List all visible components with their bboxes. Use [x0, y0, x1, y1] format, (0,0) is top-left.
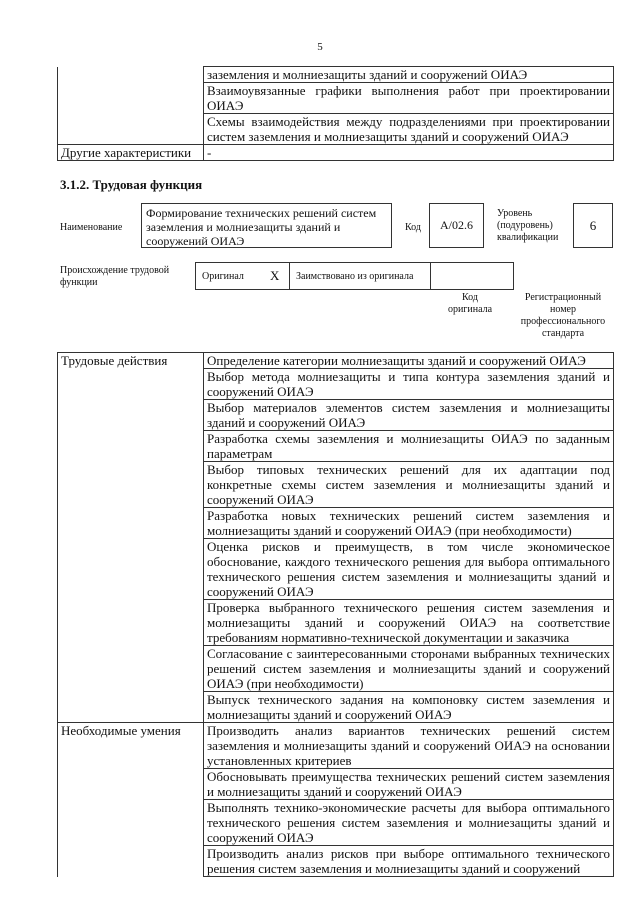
section-heading: 3.1.2. Трудовая функция [60, 177, 203, 192]
table-row [58, 462, 614, 508]
table-row [58, 723, 614, 769]
reg-number-label: Регистрационный номер профессионального стандарта [520, 292, 606, 339]
skill-item: Производить анализ рисков при выборе оптимального технического решения систем заземления и молниезащиты зданий и сооружений [204, 846, 614, 877]
table-row [58, 600, 614, 646]
labor-action: Согласование с заинтересованными сторонами выбранных технических решений систем заземления и молниезащиты зданий и сооружений ОИАЭ (при необходимости) [204, 646, 614, 692]
row-text: - [204, 145, 614, 161]
table-row [58, 646, 614, 692]
table-row [58, 508, 614, 539]
origin-divider [289, 262, 290, 290]
code-original-label: Код оригинала [447, 292, 493, 315]
code-label: Код [405, 222, 421, 233]
page-number: 5 [317, 41, 323, 53]
labor-action: Выбор метода молниезащиты и типа контура заземления зданий и сооружений ОИАЭ [204, 369, 614, 400]
labor-action: Определение категории молниезащиты зданий и сооружений ОИАЭ [204, 353, 614, 369]
row-label [58, 83, 204, 114]
row-label [58, 67, 204, 83]
table-row [58, 67, 614, 83]
skills-label: Необходимые умения [58, 723, 204, 769]
skill-item: Выполнять технико-экономические расчеты для выбора оптимального технического решения систем заземления и молниезащиты зданий и сооружений ОИАЭ [204, 800, 614, 846]
table-row [58, 114, 614, 145]
skill-item: Обосновывать преимущества технических решений систем заземления и молниезащиты зданий и сооружений ОИАЭ [204, 769, 614, 800]
origin-divider [430, 262, 431, 290]
table-row [58, 539, 614, 600]
labor-action: Проверка выбранного технического решения систем заземления и молниезащиты зданий и сооружений ОИАЭ на соответствие требованиям нормативно-технической документации и заказчика [204, 600, 614, 646]
qualification-level: 6 [573, 203, 613, 248]
name-label: Наименование [60, 222, 123, 233]
original-label: Оригинал [202, 271, 244, 282]
labor-actions-label: Трудовые действия [58, 353, 204, 369]
function-name: Формирование технических решений систем заземления и молниезащиты зданий и сооружений ОИАЭ [141, 203, 392, 248]
characteristics-table [57, 66, 614, 161]
origin-divider [513, 262, 514, 290]
borrowed-label: Заимствовано из оригинала [296, 271, 414, 282]
row-text: Схемы взаимодействия между подразделениями при проектировании систем заземления и молниезащиты зданий и сооружений ОИАЭ [204, 114, 614, 145]
table-row [58, 846, 614, 877]
table-row [58, 400, 614, 431]
table-row [58, 83, 614, 114]
function-code: А/02.6 [429, 203, 484, 248]
labor-action: Разработка схемы заземления и молниезащиты ОИАЭ по заданным параметрам [204, 431, 614, 462]
row-label [58, 114, 204, 145]
row-text: заземления и молниезащиты зданий и сооружений ОИАЭ [204, 67, 614, 83]
row-text: Взаимоувязанные графики выполнения работ при проектировании ОИАЭ [204, 83, 614, 114]
labor-action: Выбор типовых технических решений для их адаптации под конкретные схемы систем заземления и молниезащиты зданий и сооружений ОИАЭ [204, 462, 614, 508]
function-table [57, 352, 614, 877]
table-row [58, 431, 614, 462]
table-row [58, 369, 614, 400]
origin-label: Происхождение трудовой функции [60, 265, 170, 288]
table-row [58, 769, 614, 800]
level-label: Уровень (подуровень) квалификации [497, 208, 559, 243]
table-row [58, 800, 614, 846]
original-mark: X [270, 268, 280, 283]
skill-item: Производить анализ вариантов технических решений систем заземления и молниезащиты зданий и сооружений ОИАЭ на основании установленных критериев [204, 723, 614, 769]
labor-action: Разработка новых технических решений систем заземления и молниезащиты зданий и сооружений ОИАЭ (при необходимости) [204, 508, 614, 539]
row-label: Другие характеристики [58, 145, 204, 161]
table-row [58, 353, 614, 369]
labor-action: Выбор материалов элементов систем заземления и молниезащиты зданий и сооружений ОИАЭ [204, 400, 614, 431]
labor-action: Оценка рисков и преимуществ, в том числе экономическое обоснование, каждого технического решения для выбора оптимального технического решения систем заземления и молниезащиты зданий и сооружений ОИАЭ [204, 539, 614, 600]
table-row [58, 692, 614, 723]
table-row [58, 145, 614, 161]
labor-action: Выпуск технического задания на компоновку систем заземления и молниезащиты зданий и сооружений ОИАЭ [204, 692, 614, 723]
